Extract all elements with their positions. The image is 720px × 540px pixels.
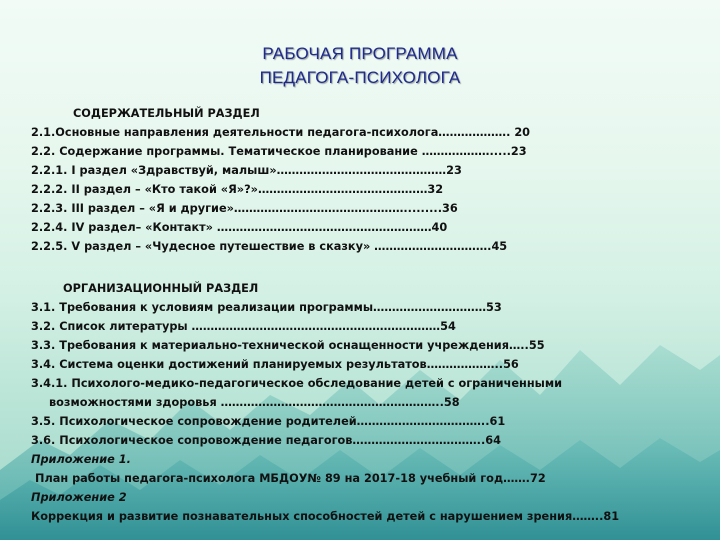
toc-item: 3.6. Психологическое сопровождение педагогов……………………………..64 — [31, 434, 501, 447]
toc-item: 3.4.1. Психолого-медико-педагогическое обследование детей с ограниченными — [31, 377, 562, 390]
section1-heading: СОДЕРЖАТЕЛЬНЫЙ РАЗДЕЛ — [73, 107, 260, 120]
toc-item: 2.2.3. III раздел – «Я и другие»……………………………………….........36 — [31, 202, 458, 215]
toc-item: 2.2. Содержание программы. Тематическое планирование ……………….....23 — [31, 145, 527, 158]
table-of-contents — [31, 104, 701, 526]
toc-item: 3.5. Психологическое сопровождение родителей……………………………..61 — [31, 415, 506, 428]
appendix-2-label: Приложение 2 — [31, 491, 127, 504]
toc-item-continuation: возможностями здоровья …………………………………………………..58 — [49, 396, 460, 409]
appendix-1-label: Приложение 1. — [31, 453, 131, 466]
appendix-2-text: Коррекция и развитие познавательных способностей детей с нарушением зрения……..81 — [31, 510, 620, 523]
toc-item: 2.2.4. IV раздел– «Контакт» …………………………………………………40 — [31, 221, 448, 234]
toc-item: 3.1. Требования к условиям реализации программы…………………………53 — [31, 301, 502, 314]
toc-item: 3.2. Список литературы …………………………………………………………54 — [31, 320, 456, 333]
title-line-2: ПЕДАГОГА-ПСИХОЛОГА — [259, 68, 461, 87]
toc-item: 3.4. Система оценки достижений планируемых результатов………………..56 — [31, 358, 519, 371]
section2-heading: ОРГАНИЗАЦИОННЫЙ РАЗДЕЛ — [63, 282, 259, 295]
appendix-1-text: План работы педагога-психолога МБДОУ№ 89 на 2017-18 учебный год…….72 — [35, 472, 546, 485]
toc-item: 2.2.5. V раздел – «Чудесное путешествие в сказку» ………………………….45 — [31, 240, 508, 253]
toc-item: 3.3. Требования к материально-технической оснащенности учреждения…..55 — [31, 339, 545, 352]
toc-item: 2.1.Основные направления деятельности педагога-психолога………………. 20 — [31, 126, 531, 139]
title-line-1: РАБОЧАЯ ПРОГРАММА — [262, 44, 458, 63]
toc-item: 2.2.1. I раздел «Здравствуй, малыш»………………………………………23 — [31, 164, 462, 177]
toc-item: 2.2.2. II раздел – «Кто такой «Я»?»………………………………………32 — [31, 183, 444, 196]
